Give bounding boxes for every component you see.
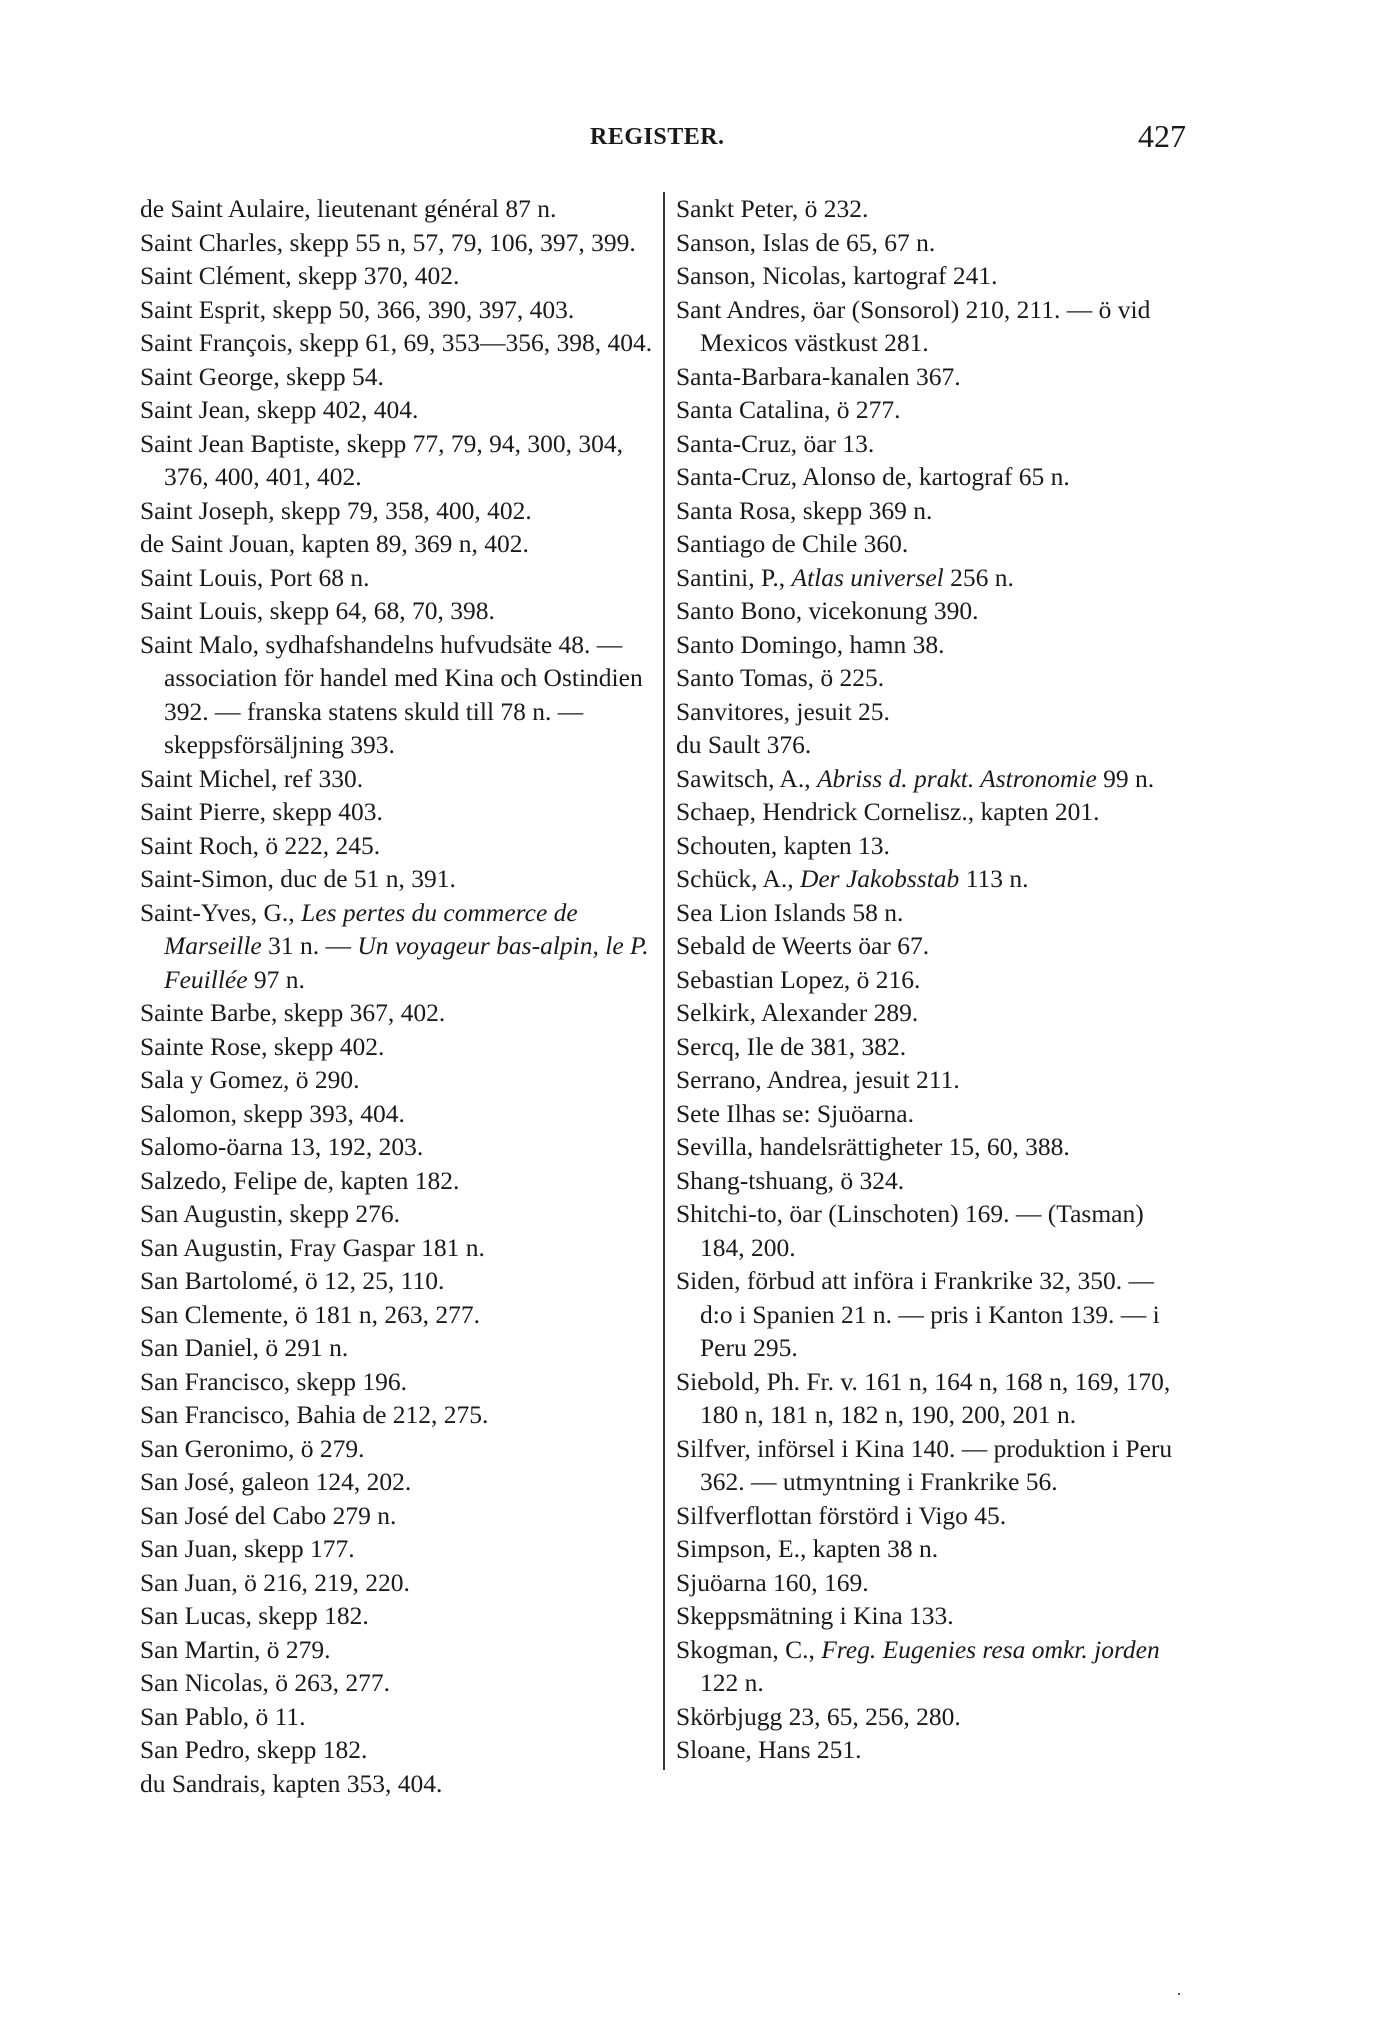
index-entry bbox=[140, 393, 660, 427]
index-entry bbox=[676, 226, 1186, 260]
index-entry bbox=[140, 1030, 660, 1064]
index-entry bbox=[676, 1365, 1186, 1432]
index-entry bbox=[676, 1030, 1186, 1064]
entry-text: San José del Cabo 279 n. bbox=[140, 1500, 397, 1530]
entry-text: San Nicolas, ö 263, 277. bbox=[140, 1668, 391, 1697]
index-entry bbox=[140, 226, 660, 260]
index-entry bbox=[676, 594, 1186, 628]
index-entry bbox=[140, 1465, 660, 1499]
index-entry bbox=[140, 1733, 660, 1767]
index-entry bbox=[676, 1097, 1186, 1131]
index-entry bbox=[676, 896, 1186, 930]
index-entry bbox=[140, 1499, 660, 1533]
index-entry bbox=[140, 1767, 660, 1801]
entry-text: Sainte Barbe, skepp 367, 402. bbox=[140, 998, 446, 1027]
entry-text: Santini, P., bbox=[676, 562, 792, 592]
entry-text: 97 n. bbox=[247, 964, 305, 994]
entry-text: Santo Domingo, hamn 38. bbox=[676, 629, 945, 659]
index-entry bbox=[676, 829, 1186, 863]
entry-text: Sevilla, handelsrättigheter 15, 60, 388. bbox=[676, 1132, 1070, 1161]
index-entry bbox=[676, 1499, 1186, 1533]
entry-title-italic: Freg. Eugenies resa omkr. jorden bbox=[821, 1634, 1160, 1664]
entry-text: Sercq, Ile de 381, 382. bbox=[676, 1031, 907, 1061]
entry-text: Saint François, skepp 61, 69, 353—356, 398, 404. bbox=[140, 328, 653, 357]
entry-text: Shang-tshuang, ö 324. bbox=[676, 1165, 905, 1195]
entry-text: Santo Tomas, ö 225. bbox=[676, 663, 885, 692]
index-entry bbox=[676, 1733, 1186, 1767]
entry-text: Santa-Cruz, öar 13. bbox=[676, 428, 875, 458]
index-entry bbox=[140, 427, 660, 494]
index-entry bbox=[140, 527, 660, 561]
entry-text: Saint Roch, ö 222, 245. bbox=[140, 830, 381, 860]
index-entry bbox=[140, 1331, 660, 1365]
entry-text: du Sault 376. bbox=[676, 730, 812, 759]
index-entry bbox=[140, 1398, 660, 1432]
index-entry bbox=[676, 762, 1186, 796]
index-entry bbox=[676, 695, 1186, 729]
entry-text: Siden, förbud att införa i Frankrike 32, 350. — d:o i Spanien 21 n. — pris i Kanton 139. — i Peru 295. bbox=[676, 1266, 1160, 1362]
entry-text: Saint Jean Baptiste, skepp 77, 79, 94, 300, 304, 376, 400, 401, 402. bbox=[140, 428, 624, 491]
index-entry bbox=[676, 1130, 1186, 1164]
entry-text: Santa-Cruz, Alonso de, kartograf 65 n. bbox=[676, 462, 1070, 491]
entry-text: Schaep, Hendrick Cornelisz., kapten 201. bbox=[676, 797, 1100, 826]
index-entry bbox=[140, 1164, 660, 1198]
index-entry bbox=[676, 1197, 1186, 1264]
index-entry bbox=[676, 360, 1186, 394]
entry-text: Santa Catalina, ö 277. bbox=[676, 395, 901, 424]
index-column-right bbox=[676, 192, 1186, 1767]
entry-text: San Lucas, skepp 182. bbox=[140, 1601, 369, 1630]
index-entry bbox=[676, 1063, 1186, 1097]
index-entry bbox=[140, 1633, 660, 1667]
entry-text: Simpson, E., kapten 38 n. bbox=[676, 1534, 939, 1563]
index-entry bbox=[140, 1666, 660, 1700]
entry-text: Saint-Simon, duc de 51 n, 391. bbox=[140, 864, 456, 893]
entry-text: Sankt Peter, ö 232. bbox=[676, 194, 869, 223]
entry-title-italic: Abriss d. prakt. Astronomie bbox=[816, 763, 1097, 793]
index-entry bbox=[140, 1700, 660, 1734]
index-entry bbox=[676, 494, 1186, 528]
index-entry bbox=[676, 728, 1186, 762]
index-entry bbox=[140, 1097, 660, 1131]
entry-text: Skörbjugg 23, 65, 256, 280. bbox=[676, 1701, 961, 1731]
entry-text: San Augustin, Fray Gaspar 181 n. bbox=[140, 1232, 485, 1262]
index-entry bbox=[676, 628, 1186, 662]
index-entry bbox=[676, 460, 1186, 494]
page-number: 427 bbox=[1138, 118, 1186, 154]
entry-text: San Francisco, skepp 196. bbox=[140, 1366, 408, 1396]
index-entry bbox=[140, 795, 660, 829]
entry-text: Sawitsch, A., bbox=[676, 763, 817, 793]
index-entry bbox=[140, 1231, 660, 1265]
index-entry bbox=[676, 1566, 1186, 1600]
index-entry bbox=[676, 1532, 1186, 1566]
index-entry bbox=[140, 1566, 660, 1600]
entry-text: Saint Pierre, skepp 403. bbox=[140, 797, 383, 826]
index-entry bbox=[140, 1599, 660, 1633]
entry-text: Sjuöarna 160, 169. bbox=[676, 1567, 869, 1597]
entry-text: Sloane, Hans 251. bbox=[676, 1735, 862, 1764]
entry-text: San Geronimo, ö 279. bbox=[140, 1433, 365, 1463]
entry-text: Serrano, Andrea, jesuit 211. bbox=[676, 1065, 960, 1094]
index-entry bbox=[140, 762, 660, 796]
entry-text: Silfver, införsel i Kina 140. — produktion i Peru 362. — utmyntning i Frankrike 56. bbox=[676, 1433, 1173, 1496]
index-entry bbox=[140, 1365, 660, 1399]
entry-text: Sea Lion Islands 58 n. bbox=[676, 897, 904, 927]
index-entry bbox=[140, 896, 660, 997]
index-entry bbox=[676, 1633, 1186, 1700]
index-entry bbox=[140, 1298, 660, 1332]
index-entry bbox=[140, 862, 660, 896]
index-entry bbox=[140, 1130, 660, 1164]
entry-text: 256 n. bbox=[943, 562, 1014, 592]
entry-text: Salzedo, Felipe de, kapten 182. bbox=[140, 1165, 460, 1195]
entry-text: San Pablo, ö 11. bbox=[140, 1701, 306, 1731]
index-entry bbox=[140, 594, 660, 628]
entry-text: Shitchi-to, öar (Linschoten) 169. — (Tasman) 184, 200. bbox=[676, 1199, 1144, 1262]
index-entry bbox=[140, 326, 660, 360]
entry-text: Sebastian Lopez, ö 216. bbox=[676, 964, 921, 994]
index-entry bbox=[676, 527, 1186, 561]
entry-text: Saint Michel, ref 330. bbox=[140, 763, 364, 793]
entry-text: San Pedro, skepp 182. bbox=[140, 1735, 368, 1764]
index-entry bbox=[676, 393, 1186, 427]
index-entry bbox=[676, 929, 1186, 963]
entry-text: Saint-Yves, G., bbox=[140, 897, 302, 927]
index-entry bbox=[140, 259, 660, 293]
entry-text: Sala y Gomez, ö 290. bbox=[140, 1065, 360, 1094]
entry-text: Saint Charles, skepp 55 n, 57, 79, 106, 397, 399. bbox=[140, 227, 636, 257]
entry-text: Saint Clément, skepp 370, 402. bbox=[140, 261, 460, 290]
column-divider bbox=[663, 192, 665, 1770]
entry-text: San Bartolomé, ö 12, 25, 110. bbox=[140, 1266, 445, 1295]
index-entry bbox=[140, 1532, 660, 1566]
index-entry bbox=[676, 862, 1186, 896]
entry-title-italic: Atlas universel bbox=[791, 562, 944, 592]
index-entry bbox=[676, 795, 1186, 829]
index-entry bbox=[676, 661, 1186, 695]
index-entry bbox=[140, 293, 660, 327]
entry-text: Sainte Rose, skepp 402. bbox=[140, 1031, 385, 1061]
entry-text: Sanson, Nicolas, kartograf 241. bbox=[676, 261, 998, 290]
index-entry bbox=[140, 192, 660, 226]
entry-text: Salomon, skepp 393, 404. bbox=[140, 1098, 405, 1128]
entry-text: Selkirk, Alexander 289. bbox=[676, 998, 919, 1027]
entry-title-italic: Un voyageur bas-alpin, le P. Feuillée bbox=[164, 931, 649, 994]
index-entry bbox=[676, 1700, 1186, 1734]
index-entry bbox=[676, 963, 1186, 997]
entry-text: Skogman, C., bbox=[676, 1634, 822, 1664]
index-entry bbox=[140, 1197, 660, 1231]
index-entry bbox=[140, 1264, 660, 1298]
index-entry bbox=[676, 1599, 1186, 1633]
entry-text: San José, galeon 124, 202. bbox=[140, 1467, 412, 1496]
entry-text: Saint Malo, sydhafshandelns hufvudsäte 48. — association för handel med Kina och Ostindien 392. — franska statens skuld till 78 n. — skeppsförsäljning 393. bbox=[140, 629, 643, 759]
entry-text: 122 n. bbox=[700, 1668, 764, 1697]
speck-mark bbox=[1178, 1993, 1180, 1995]
entry-text: Sebald de Weerts öar 67. bbox=[676, 931, 930, 960]
entry-title-italic: Les pertes du commerce de Marseille bbox=[164, 897, 578, 960]
index-entry bbox=[140, 1063, 660, 1097]
entry-text: Santa-Barbara-kanalen 367. bbox=[676, 361, 961, 391]
index-entry bbox=[676, 996, 1186, 1030]
entry-text: du Sandrais, kapten 353, 404. bbox=[140, 1768, 443, 1798]
index-entry bbox=[676, 259, 1186, 293]
entry-text: Santa Rosa, skepp 369 n. bbox=[676, 495, 933, 525]
entry-text: Schouten, kapten 13. bbox=[676, 830, 890, 860]
index-entry bbox=[676, 1264, 1186, 1365]
entry-text: Santiago de Chile 360. bbox=[676, 529, 909, 558]
entry-text: Saint Jean, skepp 402, 404. bbox=[140, 395, 419, 424]
entry-text: Sanson, Islas de 65, 67 n. bbox=[676, 227, 936, 257]
entry-text: Sanvitores, jesuit 25. bbox=[676, 696, 890, 726]
entry-text: Saint Esprit, skepp 50, 366, 390, 397, 403. bbox=[140, 294, 575, 324]
entry-text: 113 n. bbox=[959, 864, 1029, 893]
entry-text: Salomo-öarna 13, 192, 203. bbox=[140, 1132, 424, 1161]
entry-text: San Juan, ö 216, 219, 220. bbox=[140, 1567, 410, 1597]
index-entry bbox=[676, 427, 1186, 461]
entry-text: 31 n. — bbox=[261, 931, 358, 960]
index-entry bbox=[140, 360, 660, 394]
entry-text: Saint Louis, Port 68 n. bbox=[140, 562, 370, 592]
index-entry bbox=[676, 293, 1186, 360]
index-entry bbox=[140, 561, 660, 595]
index-entry bbox=[676, 1432, 1186, 1499]
entry-text: Saint George, skepp 54. bbox=[140, 361, 384, 391]
entry-text: 99 n. bbox=[1096, 763, 1155, 793]
entry-text: Schück, A., bbox=[676, 864, 800, 893]
entry-text: San Francisco, Bahia de 212, 275. bbox=[140, 1400, 489, 1429]
entry-text: Saint Joseph, skepp 79, 358, 400, 402. bbox=[140, 495, 532, 525]
index-entry bbox=[140, 829, 660, 863]
entry-text: Skeppsmätning i Kina 133. bbox=[676, 1601, 954, 1630]
entry-text: San Augustin, skepp 276. bbox=[140, 1199, 400, 1228]
index-entry bbox=[140, 628, 660, 762]
running-head: REGISTER. bbox=[590, 124, 725, 150]
entry-text: Saint Louis, skepp 64, 68, 70, 398. bbox=[140, 596, 495, 625]
index-entry bbox=[140, 996, 660, 1030]
entry-text: San Martin, ö 279. bbox=[140, 1634, 331, 1664]
entry-text: Sant Andres, öar (Sonsorol) 210, 211. — ö vid Mexicos västkust 281. bbox=[676, 294, 1151, 357]
index-entry bbox=[676, 192, 1186, 226]
index-entry bbox=[676, 561, 1186, 595]
entry-text: San Daniel, ö 291 n. bbox=[140, 1333, 349, 1362]
entry-text: de Saint Jouan, kapten 89, 369 n, 402. bbox=[140, 529, 529, 558]
entry-text: Silfverflottan förstörd i Vigo 45. bbox=[676, 1500, 1007, 1530]
index-entry bbox=[140, 1432, 660, 1466]
entry-text: de Saint Aulaire, lieutenant général 87 n. bbox=[140, 194, 557, 223]
entry-text: San Clemente, ö 181 n, 263, 277. bbox=[140, 1299, 480, 1329]
index-column-left bbox=[140, 192, 660, 1800]
index-entry bbox=[676, 1164, 1186, 1198]
entry-text: Santo Bono, vicekonung 390. bbox=[676, 596, 979, 625]
entry-title-italic: Der Jakobsstab bbox=[799, 864, 960, 893]
entry-text: Siebold, Ph. Fr. v. 161 n, 164 n, 168 n, 169, 170, 180 n, 181 n, 182 n, 190, 200, 201 n. bbox=[676, 1366, 1171, 1429]
entry-text: San Juan, skepp 177. bbox=[140, 1534, 355, 1563]
index-entry bbox=[140, 494, 660, 528]
entry-text: Sete Ilhas se: Sjuöarna. bbox=[676, 1098, 914, 1128]
